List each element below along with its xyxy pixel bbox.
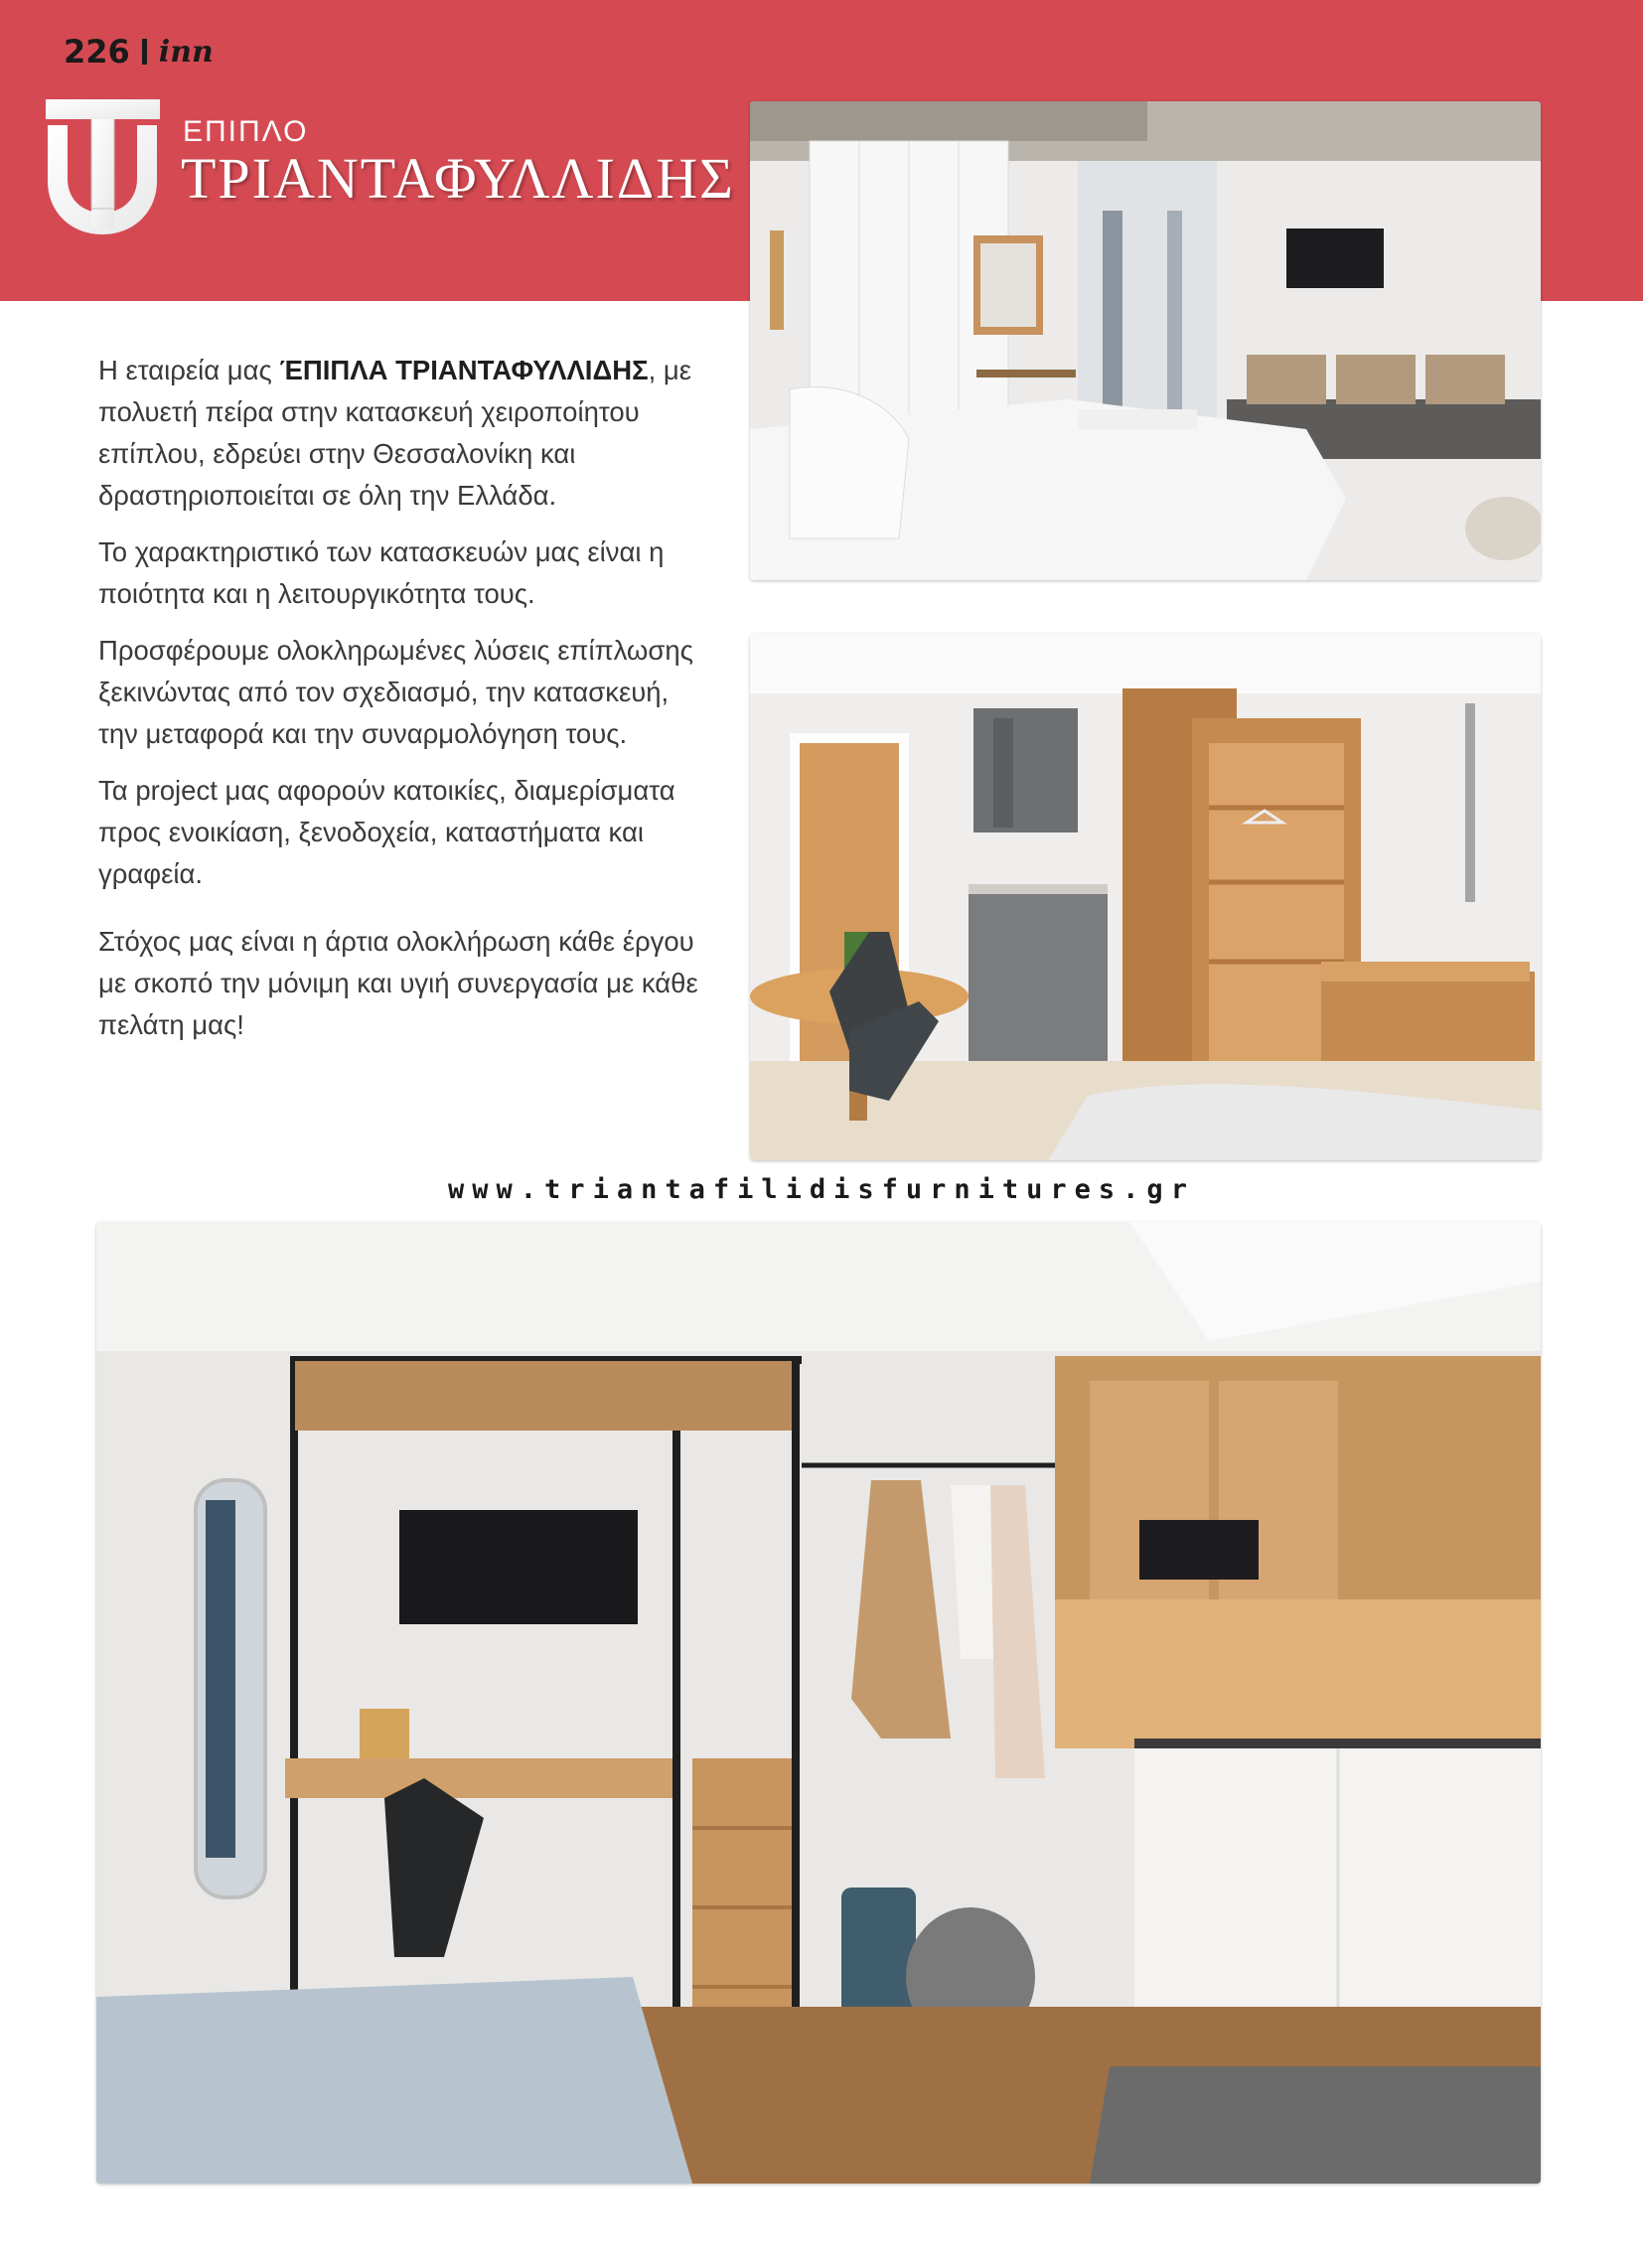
article-body xyxy=(98,350,704,1061)
p1-company-name: ΈΠΙΠΛΑ ΤΡΙΑΝΤΑΦΥΛΛΙΔΗΣ xyxy=(279,355,649,385)
studio-kitchen-photo xyxy=(750,634,1541,1160)
paragraph-1 xyxy=(98,350,704,517)
p1-lead: Η εταιρεία μας xyxy=(98,355,280,385)
website-url[interactable]: www.triantafilidisfurnitures.gr xyxy=(448,1174,1195,1205)
studio-wardrobe-photo xyxy=(96,1222,1541,2184)
paragraph-3: Προσφέρουμε ολοκληρωμένες λύσεις επίπλωσης ξεκινώντας από τον σχεδιασμό, την κατασκευή, την μεταφορά και την συναρμολόγηση τους. xyxy=(98,635,693,749)
paragraph-2: Το χαρακτηριστικό των κατασκευών μας είναι η ποιότητα και η λειτουργικότητα τους. xyxy=(98,536,665,609)
t-shield-logo-icon xyxy=(46,99,160,238)
separator-bar xyxy=(142,39,147,65)
bedroom-photo xyxy=(750,101,1541,580)
magazine-name: inn xyxy=(158,34,214,70)
brand-subtitle: ΕΠΙΠΛΟ xyxy=(183,115,309,148)
brand-title: ΤΡΙΑΝΤΑΦΥΛΛΙΔΗΣ xyxy=(181,146,735,211)
p1-rest: , με πολυετή πείρα στην κατασκευή χειροποίητου επίπλου, εδρεύει στην Θεσσαλονίκη και δραστηριοποιείται σε όλη την Ελλάδα. xyxy=(98,355,691,511)
page-number: 226 xyxy=(64,33,130,71)
paragraph-5: Στόχος μας είναι η άρτια ολοκλήρωση κάθε έργου με σκοπό την μόνιμη και υγιή συνεργασία με κάθε πελάτη μας! xyxy=(98,926,698,1040)
paragraph-4: Τα project μας αφορούν κατοικίες, διαμερίσματα προς ενοικίαση, ξενοδοχεία, καταστήματα και γραφεία. xyxy=(98,775,675,889)
page-number-block xyxy=(64,30,214,74)
